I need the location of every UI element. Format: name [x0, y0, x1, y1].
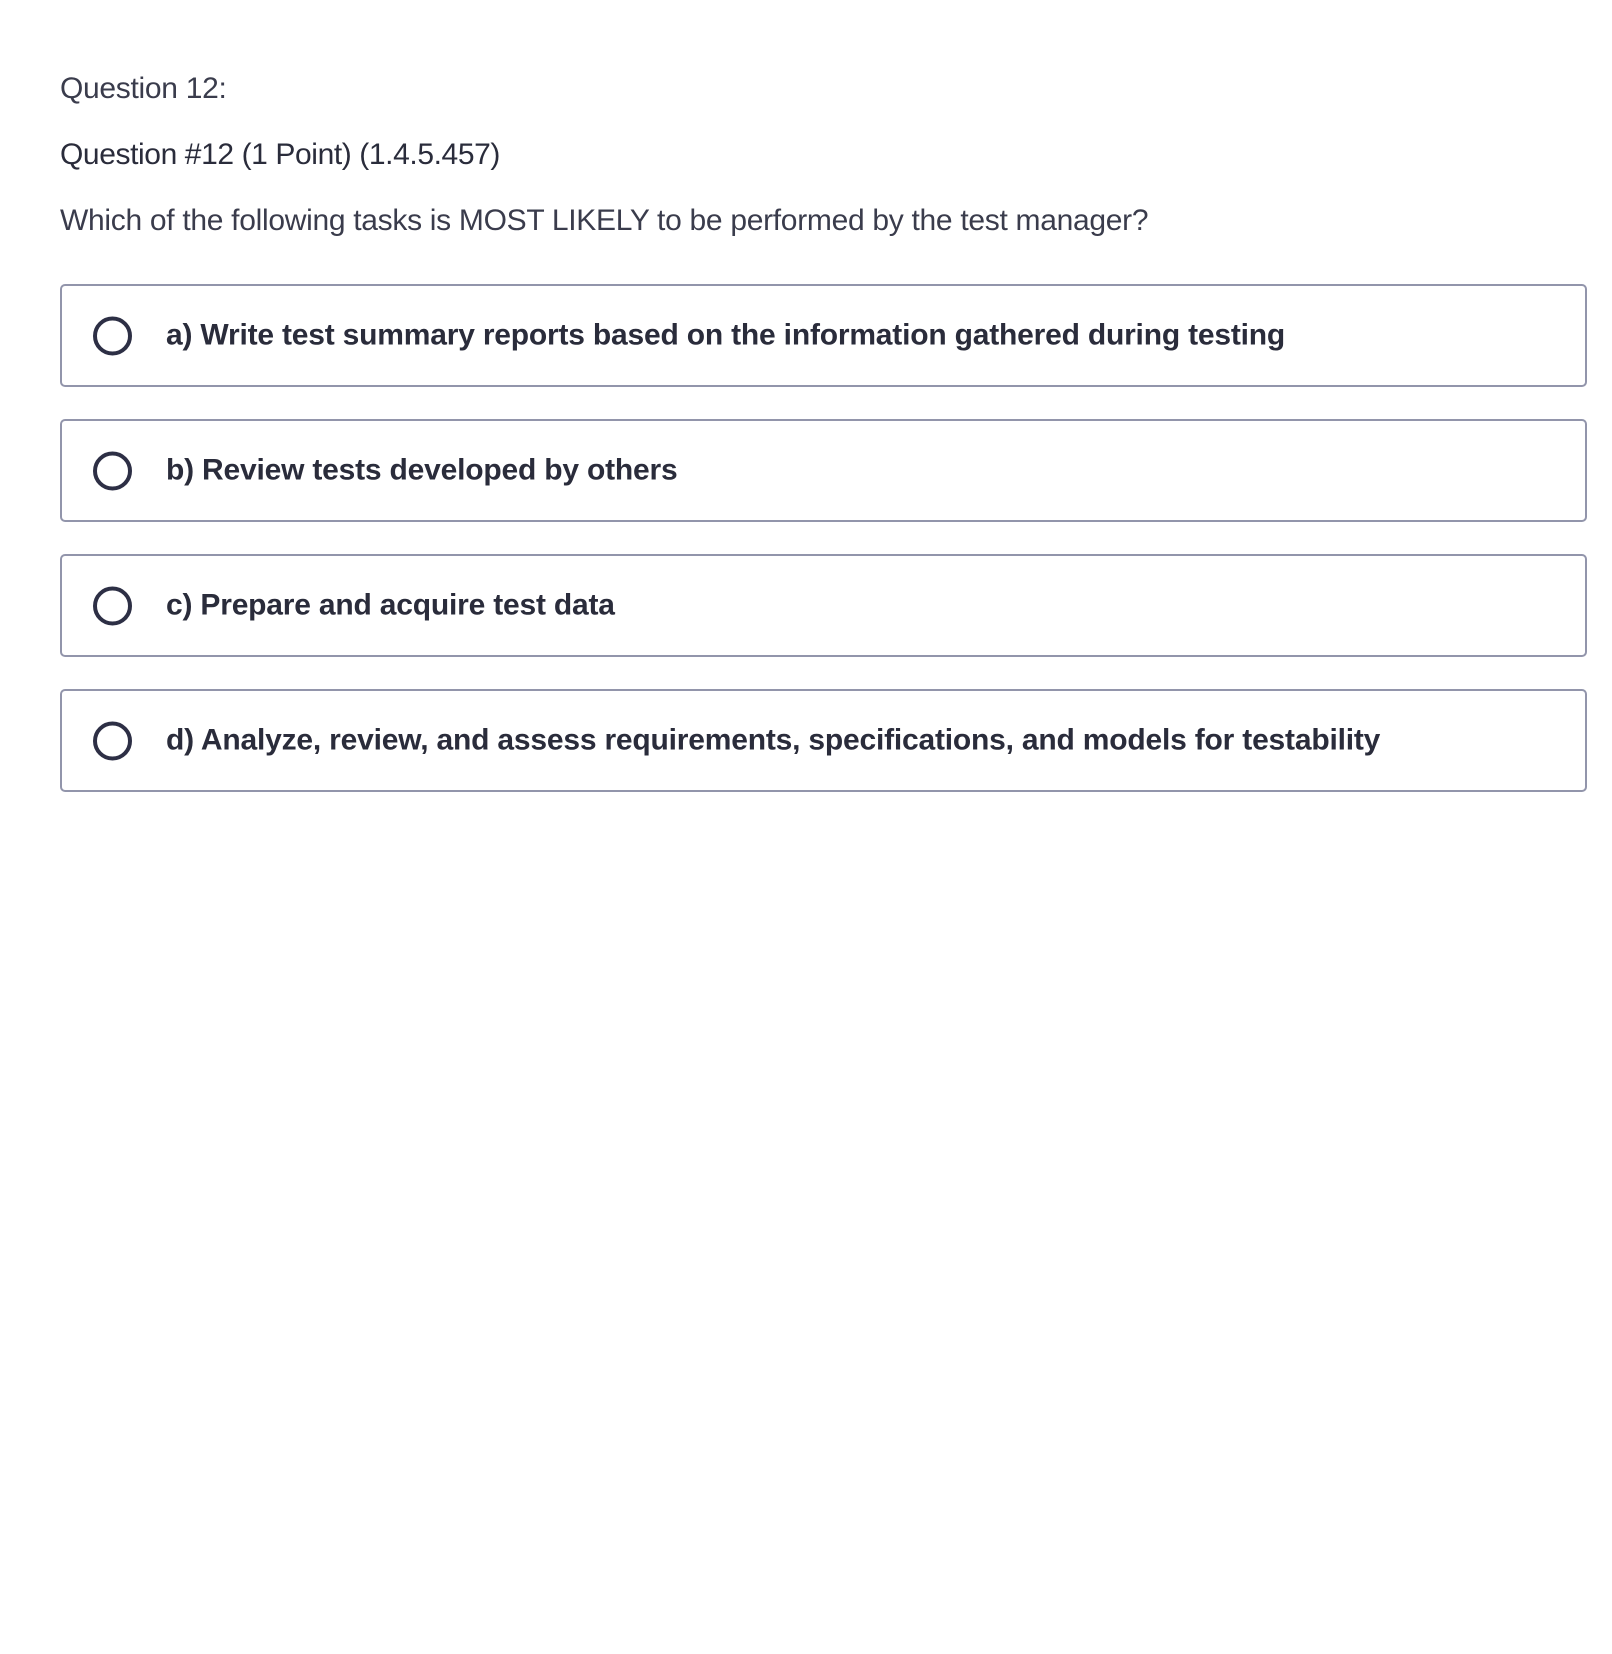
- question-header: Question #12 (1 Point) (1.4.5.457): [60, 138, 501, 171]
- radio-unchecked-icon[interactable]: [93, 721, 132, 760]
- radio-unchecked-icon[interactable]: [93, 316, 132, 355]
- radio-unchecked-icon[interactable]: [93, 586, 132, 625]
- question-prompt: Which of the following tasks is MOST LIKELY to be performed by the test manager?: [60, 204, 1149, 237]
- answer-options: [60, 284, 1587, 824]
- answer-option-a[interactable]: [60, 284, 1587, 387]
- answer-option-b[interactable]: [60, 419, 1587, 522]
- radio-unchecked-icon[interactable]: [93, 451, 132, 490]
- answer-option-label: d) Analyze, review, and assess requirements, specifications, and models for testability: [166, 722, 1381, 756]
- answer-option-label: a) Write test summary reports based on the information gathered during testing: [166, 317, 1286, 351]
- answer-option-label: c) Prepare and acquire test data: [166, 587, 615, 621]
- answer-option-c[interactable]: [60, 554, 1587, 657]
- answer-option-d[interactable]: [60, 689, 1587, 792]
- answer-option-label: b) Review tests developed by others: [166, 452, 678, 486]
- question-number: Question 12:: [60, 72, 227, 105]
